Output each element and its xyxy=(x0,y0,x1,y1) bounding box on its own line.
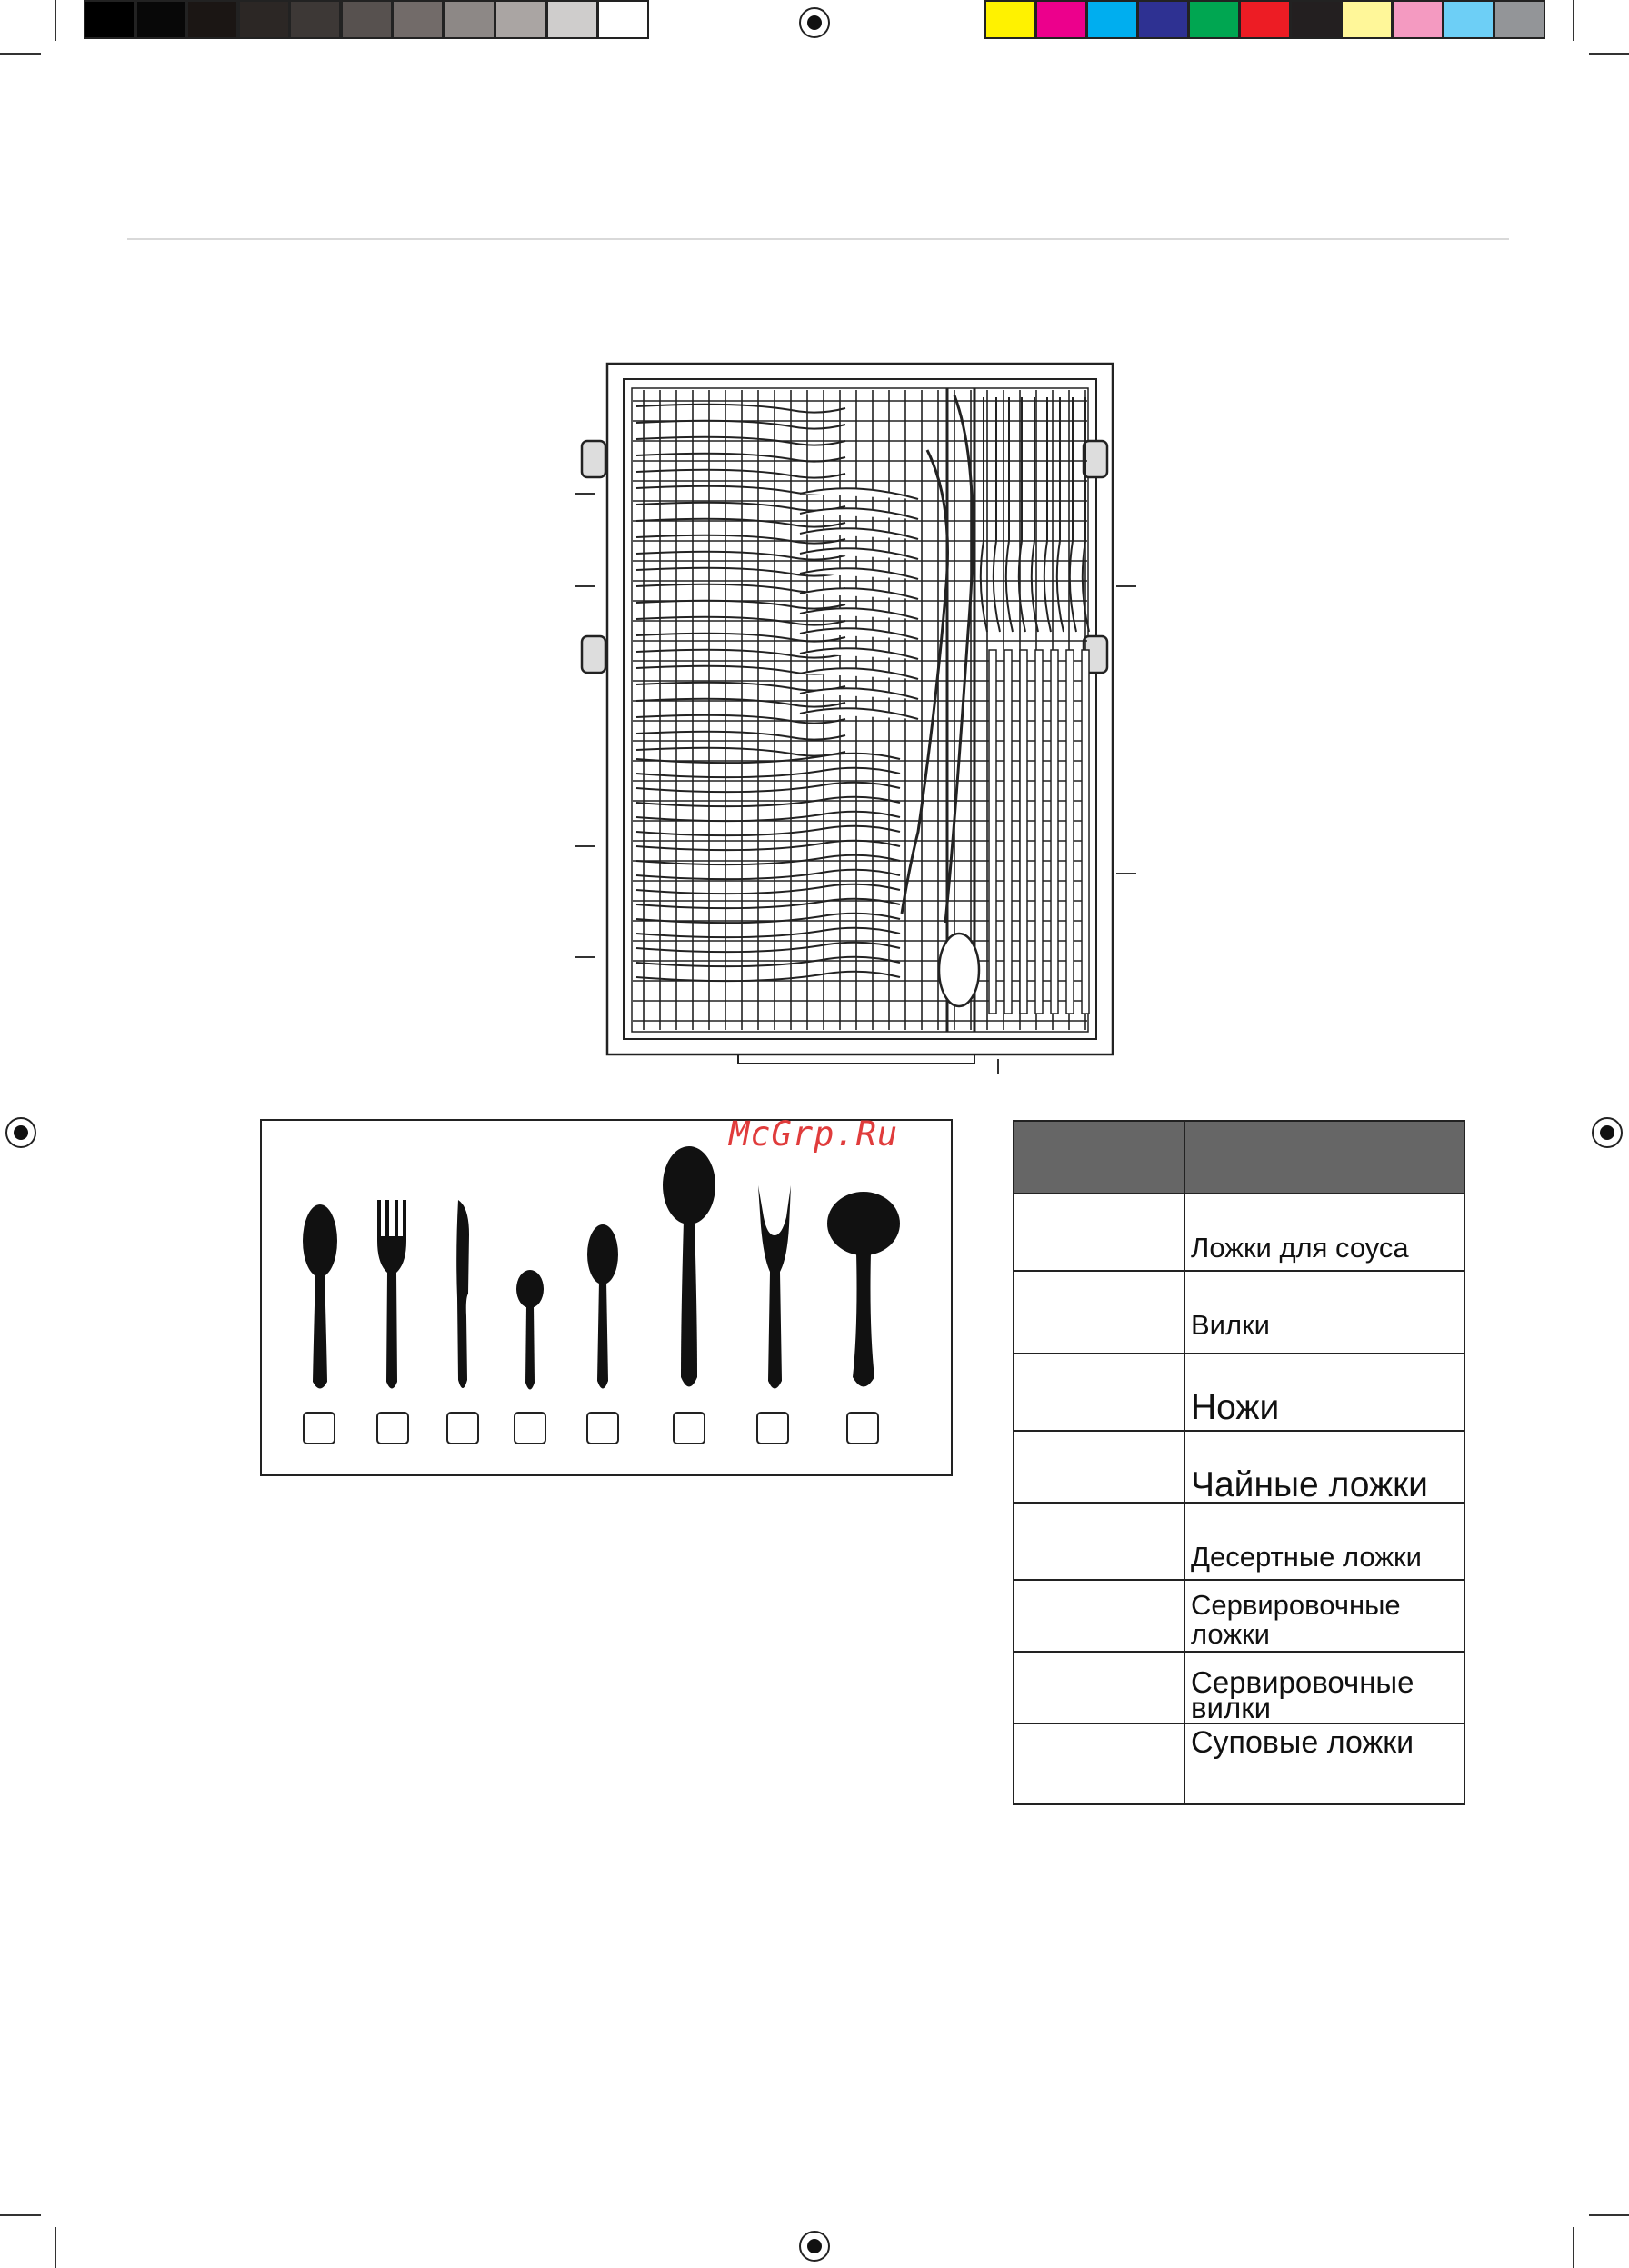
legend-row xyxy=(1014,1652,1464,1723)
rack-knife-outline xyxy=(800,548,918,559)
gray-swatch xyxy=(546,0,598,39)
rack-fork-outline xyxy=(636,421,845,429)
legend-header-cell xyxy=(1184,1121,1464,1194)
rack-right-fork xyxy=(1044,397,1051,632)
registration-mark xyxy=(5,1117,36,1148)
watermark: McGrp.Ru xyxy=(729,1114,899,1154)
rack-right-knife xyxy=(1020,650,1027,1014)
rack-serving-spoon xyxy=(945,395,973,923)
rack-handle xyxy=(738,1054,974,1064)
gray-swatch xyxy=(84,0,135,39)
rack-knife-outline xyxy=(800,608,918,619)
callout-tick xyxy=(1116,873,1136,874)
callout-tick xyxy=(575,845,595,847)
rack-right-fork xyxy=(1032,397,1038,632)
checkbox-serving-fork xyxy=(756,1412,789,1444)
cutlery-rack-diagram xyxy=(555,359,1118,1068)
soup-spoon-icon xyxy=(300,1200,340,1395)
rack-fork-outline xyxy=(636,470,845,478)
gray-swatch xyxy=(289,0,341,39)
crop-mark xyxy=(1589,2214,1629,2216)
rack-right-fork xyxy=(1070,397,1076,632)
checkbox-fork xyxy=(376,1412,409,1444)
legend-row xyxy=(1014,1723,1464,1804)
legend-number-cell xyxy=(1014,1194,1184,1271)
rack-right-knife xyxy=(1004,650,1012,1014)
legend-number-cell xyxy=(1014,1652,1184,1723)
color-swatch xyxy=(1137,0,1189,39)
checkbox-dessert-spoon xyxy=(586,1412,619,1444)
gray-swatch xyxy=(341,0,393,39)
legend-row xyxy=(1014,1503,1464,1580)
gray-swatch xyxy=(186,0,238,39)
fork-icon xyxy=(374,1200,410,1395)
rack-fork-outline xyxy=(636,748,845,756)
callout-tick xyxy=(1116,585,1136,587)
legend-header-row xyxy=(1014,1121,1464,1194)
checkbox-serving-spoon xyxy=(673,1412,705,1444)
legend-row xyxy=(1014,1271,1464,1354)
callout-tick xyxy=(575,956,595,958)
rack-right-fork xyxy=(1057,397,1064,632)
rack-right-knife xyxy=(1051,650,1058,1014)
crop-mark xyxy=(1589,53,1629,55)
legend-label: Десертные ложки xyxy=(1184,1503,1464,1580)
checkbox-soup-spoon xyxy=(303,1412,335,1444)
rack-clip xyxy=(1084,441,1107,477)
rack-right-fork xyxy=(1006,397,1013,632)
registration-mark xyxy=(799,2231,830,2262)
color-swatch xyxy=(1392,0,1444,39)
color-swatch xyxy=(1341,0,1393,39)
legend-header-cell xyxy=(1014,1121,1184,1194)
registration-mark xyxy=(1592,1117,1623,1148)
utensil-legend-table xyxy=(1013,1120,1465,1805)
rack-right-fork xyxy=(981,397,987,632)
legend-number-cell xyxy=(1014,1271,1184,1354)
rack-right-fork xyxy=(994,397,1000,632)
teaspoon-icon xyxy=(515,1269,545,1396)
rack-clip xyxy=(582,636,605,673)
serving-spoon-icon xyxy=(661,1145,717,1396)
rack-fork-outline xyxy=(636,601,845,609)
rack-knife-outline xyxy=(800,688,918,699)
dessert-spoon-icon xyxy=(585,1222,620,1396)
legend-label: Чайные ложки xyxy=(1184,1431,1464,1503)
legend-label: Ложки для соуса xyxy=(1184,1194,1464,1271)
legend-number-cell xyxy=(1014,1580,1184,1652)
legend-row xyxy=(1014,1431,1464,1503)
gray-swatch xyxy=(238,0,290,39)
crop-mark xyxy=(0,2214,41,2216)
legend-label: Сервировочные ложки xyxy=(1184,1580,1464,1652)
crop-mark xyxy=(1573,0,1574,41)
rack-knife-outline xyxy=(800,528,918,539)
rack-knife-outline xyxy=(800,488,918,499)
rack-knife-outline xyxy=(800,628,918,639)
rack-fork-outline xyxy=(636,732,845,740)
crop-mark xyxy=(55,2227,56,2268)
color-swatch xyxy=(1035,0,1087,39)
legend-label: Суповые ложки xyxy=(1184,1723,1464,1804)
rack-fork-outline xyxy=(636,405,845,413)
rack-fork-outline xyxy=(636,683,845,691)
rack-fork-outline xyxy=(636,519,845,527)
rack-fork-outline xyxy=(636,454,845,462)
rack-fork-outline xyxy=(636,634,845,642)
legend-row xyxy=(1014,1194,1464,1271)
checkbox-teaspoon xyxy=(514,1412,546,1444)
crop-mark xyxy=(1573,2227,1574,2268)
rack-knife-outline xyxy=(800,568,918,579)
gray-swatch xyxy=(444,0,495,39)
registration-mark xyxy=(799,7,830,38)
crop-mark xyxy=(55,0,56,41)
legend-number-cell xyxy=(1014,1354,1184,1431)
gray-swatch xyxy=(392,0,444,39)
legend-label: Ножи xyxy=(1184,1354,1464,1431)
rack-serving-fork xyxy=(902,450,948,914)
color-swatch xyxy=(1443,0,1494,39)
legend-label: Вилки xyxy=(1184,1271,1464,1354)
color-swatch xyxy=(1086,0,1138,39)
legend-number-cell xyxy=(1014,1431,1184,1503)
rack-fork-outline xyxy=(636,535,845,544)
rack-right-knife xyxy=(1035,650,1043,1014)
rack-fork-outline xyxy=(636,715,845,724)
rack-clip xyxy=(582,441,605,477)
color-swatch xyxy=(1188,0,1240,39)
sauce-ladle-icon xyxy=(825,1191,902,1396)
color-swatch xyxy=(1239,0,1291,39)
serving-fork-icon xyxy=(756,1185,793,1396)
color-swatch xyxy=(1290,0,1342,39)
gray-swatch xyxy=(135,0,187,39)
rack-right-knife xyxy=(1066,650,1074,1014)
rack-fork-outline xyxy=(636,699,845,707)
crop-mark xyxy=(0,53,41,55)
rack-right-knife xyxy=(1082,650,1089,1014)
rack-knife-outline xyxy=(800,588,918,599)
rack-knife-outline xyxy=(800,708,918,719)
legend-row xyxy=(1014,1580,1464,1652)
knife-icon xyxy=(449,1198,476,1396)
rack-knife-outline xyxy=(800,508,918,519)
rack-knife-outline xyxy=(800,668,918,679)
legend-label: Сервировочные вилки xyxy=(1184,1652,1464,1723)
legend-number-cell xyxy=(1014,1503,1184,1580)
checkbox-knife xyxy=(446,1412,479,1444)
callout-tick xyxy=(575,493,595,495)
legend-number-cell xyxy=(1014,1723,1184,1804)
color-swatch xyxy=(984,0,1036,39)
callout-tick xyxy=(575,585,595,587)
legend-row xyxy=(1014,1354,1464,1431)
color-swatch xyxy=(1494,0,1545,39)
gray-swatch xyxy=(495,0,546,39)
gray-swatch xyxy=(597,0,649,39)
callout-tick xyxy=(997,1059,999,1074)
rack-ladle-bowl xyxy=(939,934,979,1006)
rack-right-knife xyxy=(989,650,996,1014)
header-rule xyxy=(127,238,1509,240)
rack-fork-outline xyxy=(636,503,845,511)
checkbox-sauce-ladle xyxy=(846,1412,879,1444)
